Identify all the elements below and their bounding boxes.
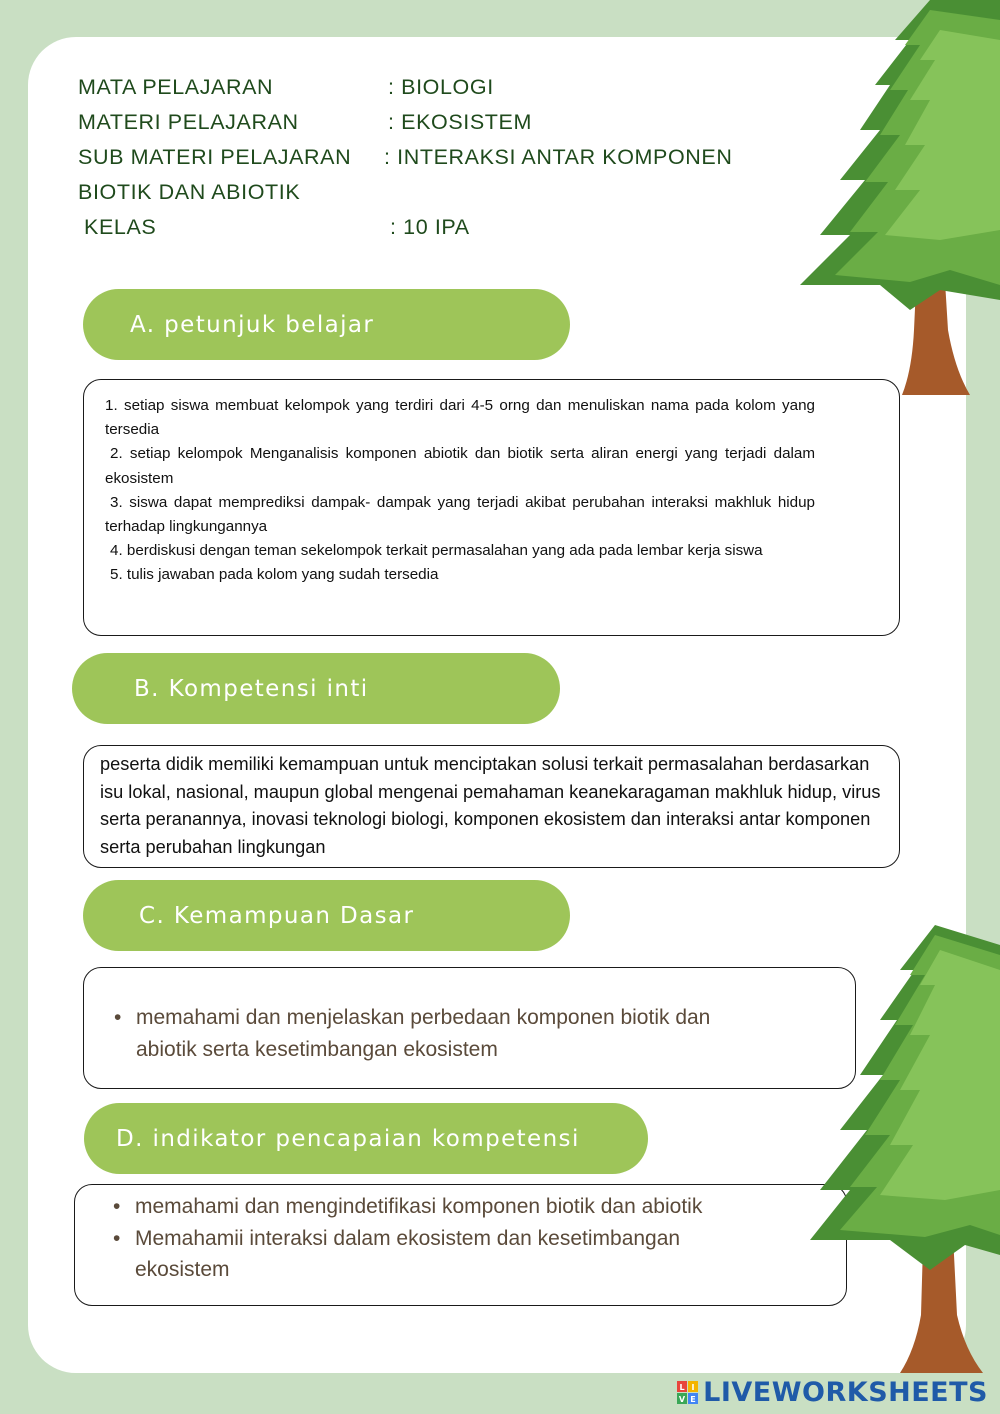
section-d-title-pill xyxy=(84,1103,648,1174)
header-submaterial-continued: BIOTIK DAN ABIOTIK xyxy=(78,180,301,204)
pine-tree-icon xyxy=(790,0,1000,410)
header-value-subject: : BIOLOGI xyxy=(388,75,494,99)
section-a-title: A. petunjuk belajar xyxy=(130,311,375,338)
svg-text:E: E xyxy=(690,1394,696,1404)
section-b-title: B. Kompetensi inti xyxy=(134,675,369,702)
header-value-submaterial: : INTERAKSI ANTAR KOMPONEN xyxy=(384,145,733,169)
study-instructions-list xyxy=(105,394,815,588)
list-item: 3. siswa dapat memprediksi dampak- dampak yang terjadi akibat perubahan interaksi makhluk hidup terhadap lingkungannya xyxy=(105,493,815,536)
section-d-title: D. indikator pencapaian kompetensi xyxy=(116,1125,580,1152)
section-c-title: C. Kemampuan Dasar xyxy=(139,902,415,929)
pine-tree-icon xyxy=(805,925,1000,1380)
header-label-material: MATERI PELAJARAN xyxy=(78,110,299,134)
list-item: • Memahamii interaksi dalam ekosistem dan kesetimbangan ekosistem xyxy=(110,1223,766,1286)
section-a-box xyxy=(83,379,900,636)
header-label-class: KELAS xyxy=(84,215,157,239)
section-b-box xyxy=(83,745,900,868)
section-c-box xyxy=(83,967,856,1089)
list-item: 2. setiap kelompok Menganalisis komponen abiotik dan biotik serta aliran energi yang terjadi dalam ekosistem xyxy=(105,445,815,487)
section-d-box xyxy=(74,1184,847,1306)
indicator-list xyxy=(110,1191,766,1286)
logo-text: LIVEWORKSHEETS xyxy=(703,1377,988,1408)
core-competence-text: peserta didik memiliki kemampuan untuk menciptakan solusi terkait permasalahan berdasarkan isu lokal, nasional, maupun global mengenai pemahaman keanekaragaman makhluk hidup, virus serta peranannya, inovasi teknologi biologi, komponen ekosistem dan interaksi antar komponen serta perubahan lingkungan xyxy=(100,754,881,857)
svg-text:L: L xyxy=(679,1382,685,1392)
list-item: 4. berdiskusi dengan teman sekelompok terkait permasalahan yang ada pada lembar kerja siswa xyxy=(110,542,763,560)
list-item: 1. setiap siswa membuat kelompok yang terdiri dari 4-5 orng dan menuliskan nama pada kolom yang tersedia xyxy=(105,397,815,439)
header-value-material: : EKOSISTEM xyxy=(388,110,532,134)
section-a-title-pill xyxy=(83,289,570,360)
header-value-class: : 10 IPA xyxy=(390,215,470,239)
svg-text:I: I xyxy=(691,1382,695,1392)
liveworksheets-logo-icon xyxy=(677,1381,699,1405)
svg-text:V: V xyxy=(679,1394,686,1404)
list-item: 5. tulis jawaban pada kolom yang sudah tersedia xyxy=(110,566,439,584)
header-label-subject: MATA PELAJARAN xyxy=(78,75,274,99)
liveworksheets-logo xyxy=(677,1377,988,1408)
section-c-title-pill xyxy=(83,880,570,951)
basic-competence-list xyxy=(111,1002,745,1065)
header-label-submaterial: SUB MATERI PELAJARAN xyxy=(78,145,352,169)
section-b-title-pill xyxy=(72,653,560,724)
list-item: • memahami dan menjelaskan perbedaan komponen biotik dan abiotik serta kesetimbangan ekosistem xyxy=(111,1002,745,1065)
list-item: • memahami dan mengindetifikasi komponen biotik dan abiotik xyxy=(110,1191,766,1223)
